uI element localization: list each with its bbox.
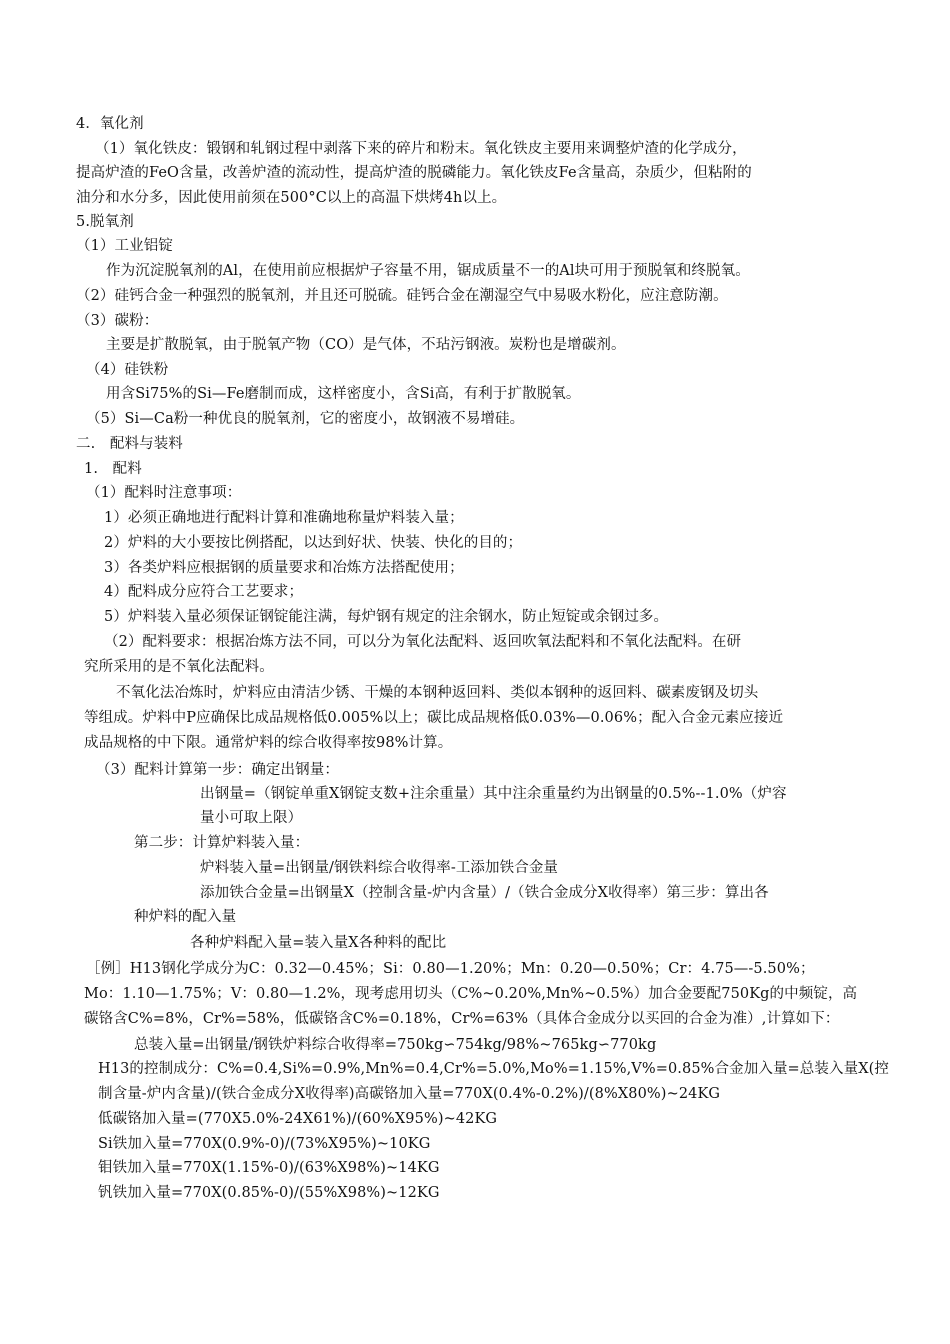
- subheading: （1）配料时注意事项：: [86, 485, 242, 501]
- paragraph-line: 作为沉淀脱氧剂的Al，在使用前应根据炉子容量不用，锯成质量不一的Al块可用于预脱氧和终脱氧。: [106, 263, 750, 279]
- subheading: （3）配料计算第一步：确定出钢量：: [96, 762, 339, 778]
- calc-line: 钒铁加入量=770X(0.85%-0)/(55%X98%)~12KG: [98, 1185, 440, 1201]
- formula-line: 出钢量=（钢锭单重X钢锭支数+注余重量）其中注余重量约为出钢量的0.5%--1.0%（炉容: [200, 786, 787, 802]
- list-item: 1）必须正确地进行配料计算和准确地称量炉料装入量；: [104, 510, 464, 526]
- paragraph-line: 不氧化法冶炼时，炉料应由清洁少锈、干燥的本钢种返回料、类似本钢种的返回料、碳素废钢及切头: [116, 685, 759, 701]
- paragraph-line: 提高炉渣的FeO含量，改善炉渣的流动性，提高炉渣的脱磷能力。氧化铁皮Fe含量高，杂质少，但粘附的: [76, 165, 752, 181]
- formula-line: 添加铁合金量=出钢量X（控制含量-炉内含量）/（铁合金成分X收得率）第三步：算出各: [200, 885, 769, 901]
- paragraph-line: （2）配料要求：根据冶炼方法不同，可以分为氧化法配料、返回吹氧法配料和不氧化法配料。在研: [104, 634, 742, 650]
- calc-line: 低碳铬加入量=(770X5.0%-24X61%)/(60%X95%)~42KG: [98, 1111, 498, 1127]
- example-line: Mo：1.10—1.75%；V：0.80—1.2%，现考虑用切头（C%~0.20%,Mn%~0.5%）加合金要配750Kg的中频锭，高: [84, 986, 858, 1002]
- formula-line: 量小可取上限）: [200, 810, 303, 826]
- paragraph-line: 油分和水分多，因此使用前须在500°C以上的高温下烘烤4h以上。: [76, 190, 507, 206]
- subheading: 1. 配料: [84, 461, 142, 477]
- list-item: 5）炉料装入量必须保证钢锭能注满，每炉钢有规定的注余钢水，防止短锭或余钢过多。: [104, 609, 669, 625]
- formula-line: 各种炉料配入量=装入量X各种料的配比: [190, 935, 447, 951]
- list-item: 4）配料成分应符合工艺要求；: [104, 584, 304, 600]
- heading-oxidizer: 4．氧化剂: [76, 116, 144, 132]
- calc-line: 制含量-炉内含量)/(铁合金成分X收得率)高碳铬加入量=770X(0.4%-0.2%)/(8%X80%)~24KG: [98, 1086, 721, 1102]
- example-line: ［例］H13钢化学成分为C：0.32—0.45%；Si：0.80—1.20%；Mn：0.20—0.50%；Cr：4.75—-5.50%；: [86, 961, 815, 977]
- paragraph-line: （5）Si—Ca粉一种优良的脱氧剂，它的密度小，故钢液不易增硅。: [86, 411, 525, 427]
- heading-deoxidizer: 5.脱氧剂: [76, 214, 134, 230]
- list-item: 2）炉料的大小要按比例搭配，以达到好状、快装、快化的目的；: [104, 535, 523, 551]
- paragraph-line: 用含Si75%的Si—Fe磨制而成，这样密度小，含Si高，有利于扩散脱氧。: [106, 386, 581, 402]
- formula-line: 种炉料的配入量: [134, 909, 237, 925]
- formula-line: 炉料装入量=出钢量/钢铁料综合收得率-工添加铁合金量: [200, 860, 559, 876]
- paragraph-line: 主要是扩散脱氧，由于脱氧产物（CO）是气体，不玷污钢液。炭粉也是增碳剂。: [106, 337, 626, 353]
- calc-line: 钼铁加入量=770X(1.15%-0)/(63%X98%)~14KG: [98, 1160, 440, 1176]
- step-heading: 第二步：计算炉料装入量：: [134, 835, 310, 851]
- list-item: 3）各类炉料应根据钢的质量要求和冶炼方法搭配使用；: [104, 560, 464, 576]
- paragraph-line: 等组成。炉料中P应确保比成品规格低0.005%以上；碳比成品规格低0.03%—0.06%；配入合金元素应接近: [84, 710, 784, 726]
- calc-line: H13的控制成分：C%=0.4,Si%=0.9%,Mn%=0.4,Cr%=5.0%,Mo%=1.15%,V%=0.85%合金加入量=总装入量X(控: [98, 1061, 889, 1077]
- example-line: 碳铬含C%=8%，Cr%=58%，低碳铬含C%=0.18%，Cr%=63%（具体合金成分以买回的合金为准）,计算如下：: [84, 1011, 840, 1027]
- calc-line: 总装入量=出钢量/钢铁炉料综合收得率=750kg∽754kg/98%~765kg∽770kg: [134, 1037, 657, 1053]
- paragraph-line: （2）硅钙合金一种强烈的脱氧剂，并且还可脱硫。硅钙合金在潮湿空气中易吸水粉化，应注意防潮。: [76, 288, 728, 304]
- subheading: （4）硅铁粉: [86, 362, 169, 378]
- subheading: （1）工业铝锭: [76, 238, 173, 254]
- paragraph-line: （1）氧化铁皮：锻钢和轧钢过程中剥落下来的碎片和粉末。氧化铁皮主要用来调整炉渣的化学成分，: [95, 141, 747, 157]
- paragraph-line: 究所采用的是不氧化法配料。: [84, 659, 274, 675]
- subheading: （3）碳粉：: [76, 313, 159, 329]
- paragraph-line: 成品规格的中下限。通常炉料的综合收得率按98%计算。: [84, 735, 453, 751]
- calc-line: Si铁加入量=770X(0.9%-0)/(73%X95%)~10KG: [98, 1136, 431, 1152]
- section-heading: 二. 配料与装料: [76, 436, 183, 452]
